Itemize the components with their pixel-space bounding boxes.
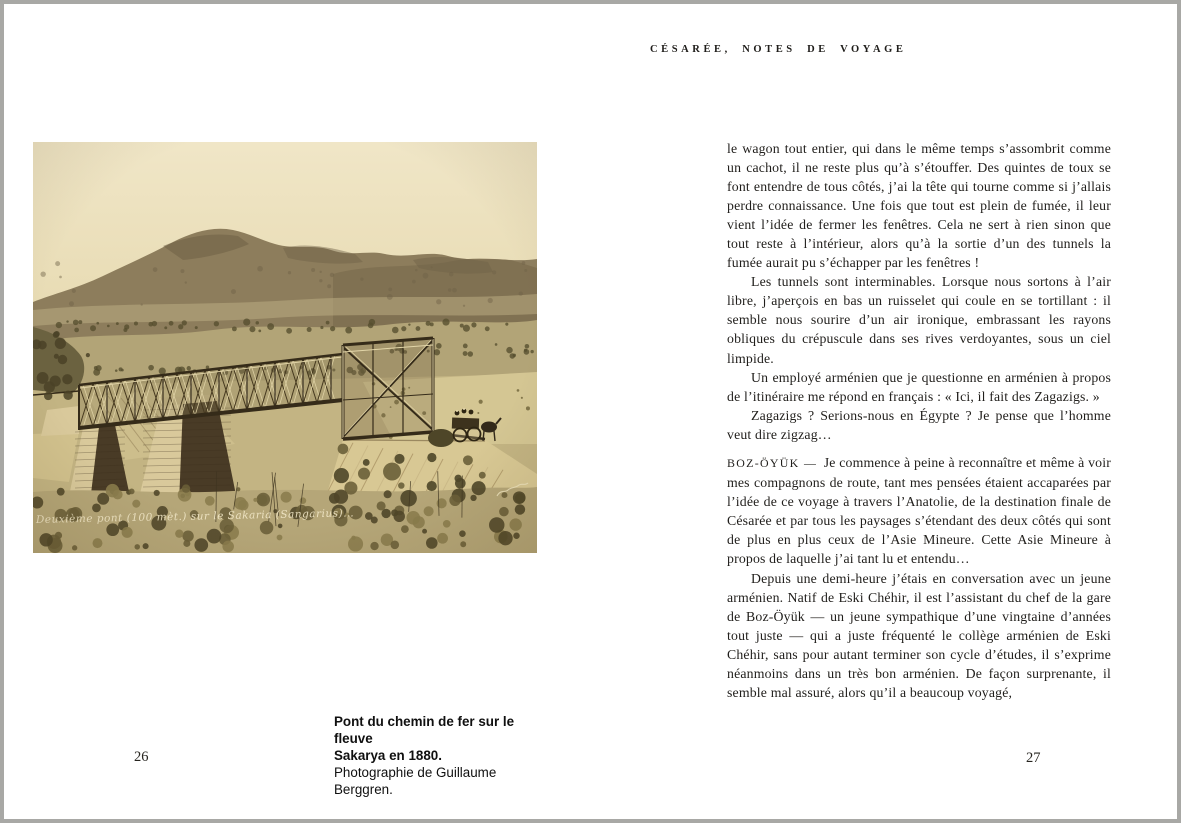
caption-title-line2: Sakarya en 1880.: [334, 748, 442, 763]
page-number-left: 26: [134, 749, 149, 765]
bridge-photo: [33, 142, 537, 553]
running-header: CÉSARÉE, NOTES DE VOYAGE: [650, 44, 907, 55]
paragraph: BOZ-ÖYÜK — Je commence à peine à reconnaître et même à voir mes compagnons de route, tant mes pensées étaient accaparées par l’idée de ce voyage à travers l’Anatolie, de la destination finale de Césarée et par tous les paysages s’étendant des deux côtés qui sont de plus en plus ceux de l’Asie Mineure. Cette Asie Mineure à propos de laquelle j’ai tant lu et entendu…: [727, 455, 1111, 567]
paragraph: Depuis une demi-heure j’étais en conversation avec un jeune arménien. Natif de Eski Chéhir, il est l’assistant du chef de la gare de Boz-Öyük — un jeune sympathique d’une vingtaine d’années tout juste — qui a juste fréquenté le collège arménien de Eski Chéhir, sans pour autant terminer son cycle d’études, il s’exprime néanmoins dans un très bon arménien. De façon surprenante, il semble mal assuré, alors qu’il a beaucoup voyagé,: [727, 570, 1111, 700]
paragraph: Un employé arménien que je questionne en arménien à propos de l’itinéraire me répond en français : « Ici, il fait des Zagazigs. »: [727, 369, 1111, 404]
paragraph: Zagazigs ? Serions-nous en Égypte ? Je pense que l’homme veut dire zigzag…: [727, 407, 1111, 442]
paragraph: Les tunnels sont interminables. Lorsque nous sortons à l’air libre, j’aperçois en bas un ruisselet qui coule en se tortillant : il semble nous sourire d’un air ironique, embrassant les rayons obliques du crépuscule dans ses rives verdoyantes, sous un ciel limpide.: [727, 274, 1111, 366]
caption-credit: Photographie de Guillaume Berggren.: [334, 765, 497, 797]
photo-caption: [334, 713, 549, 798]
caption-title-line1: Pont du chemin de fer sur le fleuve: [334, 714, 515, 746]
paragraph: le wagon tout entier, qui dans le même temps s’assombrit comme un cachot, il ne reste plus qu’à s’étouffer. Des quintes de toux se font entendre de tous côtés, j’ai la tête qui tourne comme si j’allais perdre connaissance. Une fois que tout est plein de fumée, il leur vient l’idée de fermer les fenêtres. Cela ne sert à rien sinon que tout reste à l’intérieur, alors qu’à la sortie d’un des tunnels la fumée aurait pu s’échapper par les fenêtres !: [727, 141, 1111, 271]
section-label: BOZ-ÖYÜK —: [727, 456, 818, 471]
photo-vignette: [33, 142, 537, 553]
page-number-right: 27: [1026, 750, 1041, 766]
bridge-photo-svg: [33, 142, 537, 553]
text-column: [727, 139, 1111, 702]
